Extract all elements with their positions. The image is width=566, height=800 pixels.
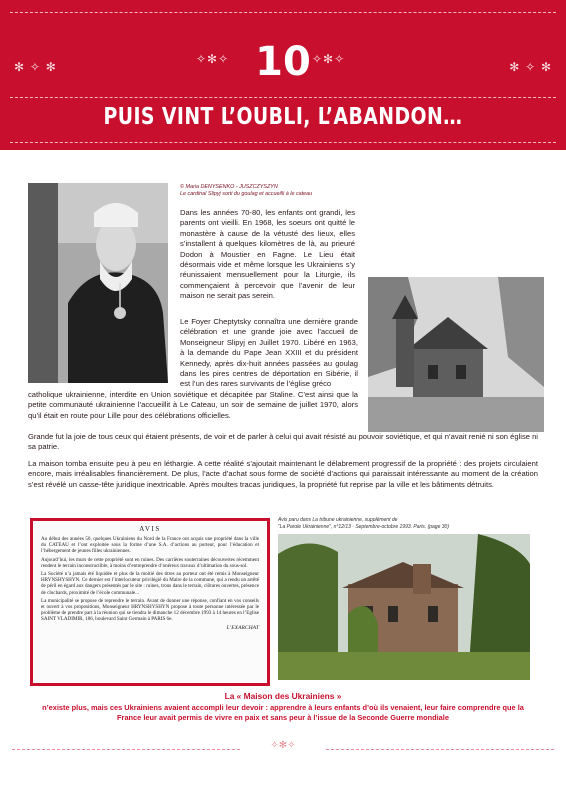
footer-dashed-line-left: [12, 749, 240, 750]
avis-paragraph-3: La Société n’a jamais été liquidée et plus de la moitié des titres au porteur ont été remis à Monseigneur HRYNSHYSHYN. Ce dernier est l’interlocuteur privilégié du Maire de la commune, qui a rendu un arrêté de péril en égard aux dangers présentés par le site : ruines, trous dans le terrain, clôtures ouvertes, présence de clochards, proximité de l’école communale...: [41, 571, 259, 596]
paragraph-3: Grande fut la joie de tous ceux qui étaient présents, de voir et de parler à celui qui avait résisté au pouvoir soviétique, et qui n’avait renié ni son église ni sa patrie.: [28, 432, 538, 452]
embroidery-ornament-center-right-icon: ✧✻✧: [312, 52, 346, 66]
footer-dashed-line-right: [326, 749, 554, 750]
avis-paragraph-1: Au début des années 50, quelques Ukrainiens du Nord de la France ont acquis une propriété dans la ville du CATEAU et l’ont exploitée sous la forme d’une S.A. d’actions au porteur, pour l’éducation et l’hébergement de jeunes filles ukrainiennes.: [41, 536, 259, 555]
avis-notice: [30, 518, 270, 686]
castle-color-photo-illustration: [278, 534, 530, 680]
castle-color-photo: [278, 534, 530, 680]
avis-paragraph-2: Aujourd’hui, les murs de cette propriété sont en ruines. Des carrières souterraines découvertes récemment rendent le terrain inconstructible, à moins d’entreprendre d’onéreux travaux d’ultimation du sous-sol.: [41, 556, 259, 569]
header-dashed-line-middle: [10, 97, 556, 98]
avis-signature: L’EXARCHAT: [226, 624, 259, 631]
avis-source-caption-line-1: Avis paru dans La tribune ukrainienne, supplément de: [278, 517, 398, 523]
closing-subtitle: n’existe plus, mais ces Ukrainiens avaient accompli leur devoir : apprendre à leurs enfants d’où ils venaient, leur faire comprendre que la France leur avait permis de vivre en paix et sans peur à l’issue de la Seconde Guerre mondiale: [42, 703, 524, 722]
cardinal-photo-illustration: [28, 183, 168, 383]
header-band: [0, 0, 566, 150]
header-dashed-line-bottom: [10, 142, 556, 143]
castle-bw-photo-illustration: [368, 277, 544, 432]
avis-source-caption: [278, 517, 530, 530]
embroidery-ornament-left-icon: ✻ ✧ ✻: [14, 60, 57, 74]
header-dashed-line-top: [10, 12, 556, 13]
photo-credit: [180, 184, 380, 198]
photo-credit-author: © Maria DENYSENKO - JUSZCZYSZYN: [180, 184, 278, 190]
paragraph-4: La maison tomba ensuite peu à peu en léthargie. A cette réalité s’ajoutait maintenant le délabrement progressif de la propriété : des projets circulaient encore, mais irréalisables financièrement. De plus, l’acte d’achat sous forme de société d’actions qui paraissait intéressante au moment de la création s’est révélé un casse-tête juridique inextricable. Après moultes tracas juridiques, la propriété fut reprise par la ville et les bâtiments détruits.: [28, 459, 538, 489]
chapter-number: 10: [255, 39, 311, 85]
cardinal-photo: [28, 183, 168, 383]
closing-title: La « Maison des Ukrainiens »: [224, 691, 342, 701]
page-title: PUIS VINT L’OUBLI, L’ABANDON…: [103, 104, 463, 130]
footer-embroidery-ornament-icon: ✧✻✧: [270, 740, 296, 751]
avis-title: AVIS: [139, 525, 161, 533]
embroidery-ornament-center-left-icon: ✧✻✧: [196, 52, 230, 66]
paragraph-2: Le Foyer Cheptytsky connaîtra une dernière grande célébration et une grande joie avec l’accueil de Monseigneur Slipyj en Juillet 1970. Libéré en 1963, à la demande du Pape Jean XXIII et du président Kennedy, après dix-huit années passées au goulag dans les pires centres de déportation en Sibérie, il est l’un des rares survivants de l’église gréco: [180, 317, 358, 389]
avis-source-caption-line-2: “La Parole Ukrainienne”, n°12/13 · Septembre-octobre 1993. Paris. (page 30): [278, 523, 449, 530]
castle-bw-photo: [368, 277, 544, 432]
embroidery-ornament-right-icon: ✻ ✧ ✻: [509, 60, 552, 74]
paragraph-2-continued: catholique ukrainienne, interdite en Union soviétique et décapitée par Staline. C’est ainsi que la petite communauté ukrainienne l’accueillit à Le Cateau, un soir de semaine de juillet 1970, alors qu’il était en route pour Lille pour des célébrations officielles.: [28, 390, 358, 420]
photo-credit-caption: Le cardinal Slipyj sorti du goulag et accueilli à le cateau: [180, 191, 313, 197]
avis-paragraph-4: La municipalité se propose de reprendre le terrain. Avant de donner une réponse, confiant en vos conseils et ouvert à vos propositions, Monseigneur HRYNSHYSHYN propose à toute personne intéressée par le problème de prendre part à la réunion qui se tiendra le dimanche 12 décembre 1993 à 14 heures en l’Eglise SAINT VLADIMIR, 186, boulevard Saint Germain à PARIS 6e.: [41, 597, 259, 623]
paragraph-1: Dans les années 70-80, les enfants ont grandi, les parents ont vieilli. En 1968, les soeurs ont quitté le monastère à cause de la vétusté des lieux, elles s’installent à quelques kilomètres de là, au prieuré Dodon à Moustier en Fagne. Le Lieu était désormais vide et même lorsque les Ukrainiens s’y réunissaient mensuellement pour la Liturgie, ils commençaient à percevoir que l’avenir de leur maison ne serait pas serein.: [180, 208, 355, 301]
